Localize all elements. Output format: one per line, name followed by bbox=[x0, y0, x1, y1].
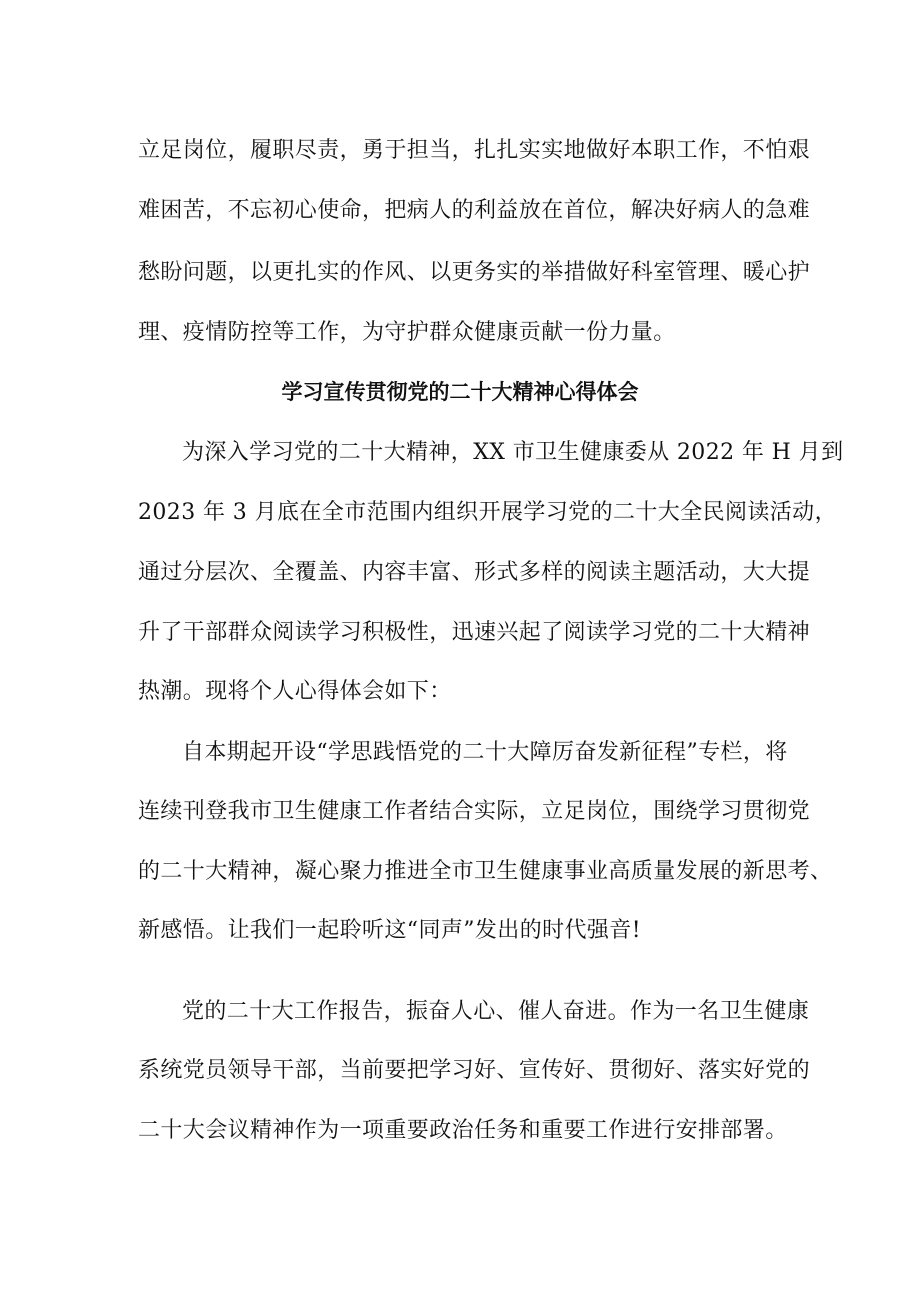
paragraph-line: 理、疫情防控等工作，为守护群众健康贡献一份力量。 bbox=[138, 320, 676, 345]
paragraph-line: 二十大会议精神作为一项重要政治任务和重要工作进行安排部署。 bbox=[138, 1118, 788, 1143]
paragraph-line: 的二十大精神，凝心聚力推进全市卫生健康事业高质量发展的新思考、 bbox=[138, 859, 833, 884]
section-title: 学习宣传贯彻党的二十大精神心得体会 bbox=[281, 380, 639, 404]
paragraph-line: 难困苦，不忘初心使命，把病人的利益放在首位，解决好病人的急难 bbox=[138, 198, 811, 223]
paragraph-line: 系统党员领导干部，当前要把学习好、宣传好、贯彻好、落实好党的 bbox=[138, 1058, 811, 1083]
paragraph-line: 热潮。现将个人心得体会如下： bbox=[138, 679, 452, 704]
paragraph-line: 新感悟。让我们一起聆听这“同声”发出的时代强音! bbox=[138, 918, 641, 943]
paragraph-line: 连续刊登我市卫生健康工作者结合实际，立足岗位，围绕学习贯彻党 bbox=[138, 799, 811, 824]
paragraph-line: 通过分层次、全覆盖、内容丰富、形式多样的阅读主题活动，大大提 bbox=[138, 560, 811, 585]
paragraph-line: 升了干部群众阅读学习积极性，迅速兴起了阅读学习党的二十大精神 bbox=[138, 620, 811, 645]
paragraph-line: 党的二十大工作报告，振奋人心、催人奋进。作为一名卫生健康 bbox=[182, 999, 810, 1024]
paragraph-line: 愁盼问题，以更扎实的作风、以更务实的举措做好科室管理、暖心护 bbox=[138, 260, 811, 285]
paragraph-line: 为深入学习党的二十大精神，XX 市卫生健康委从 2022 年 H 月到 bbox=[182, 440, 844, 465]
paragraph-line: 立足岗位，履职尽责，勇于担当，扎扎实实地做好本职工作，不怕艰 bbox=[138, 138, 811, 163]
paragraph-line: 2023 年 3 月底在全市范围内组织开展学习党的二十大全民阅读活动， bbox=[138, 500, 837, 525]
paragraph-line: 自本期起开设“学思践悟党的二十大障厉奋发新征程”专栏，将 bbox=[182, 740, 788, 765]
